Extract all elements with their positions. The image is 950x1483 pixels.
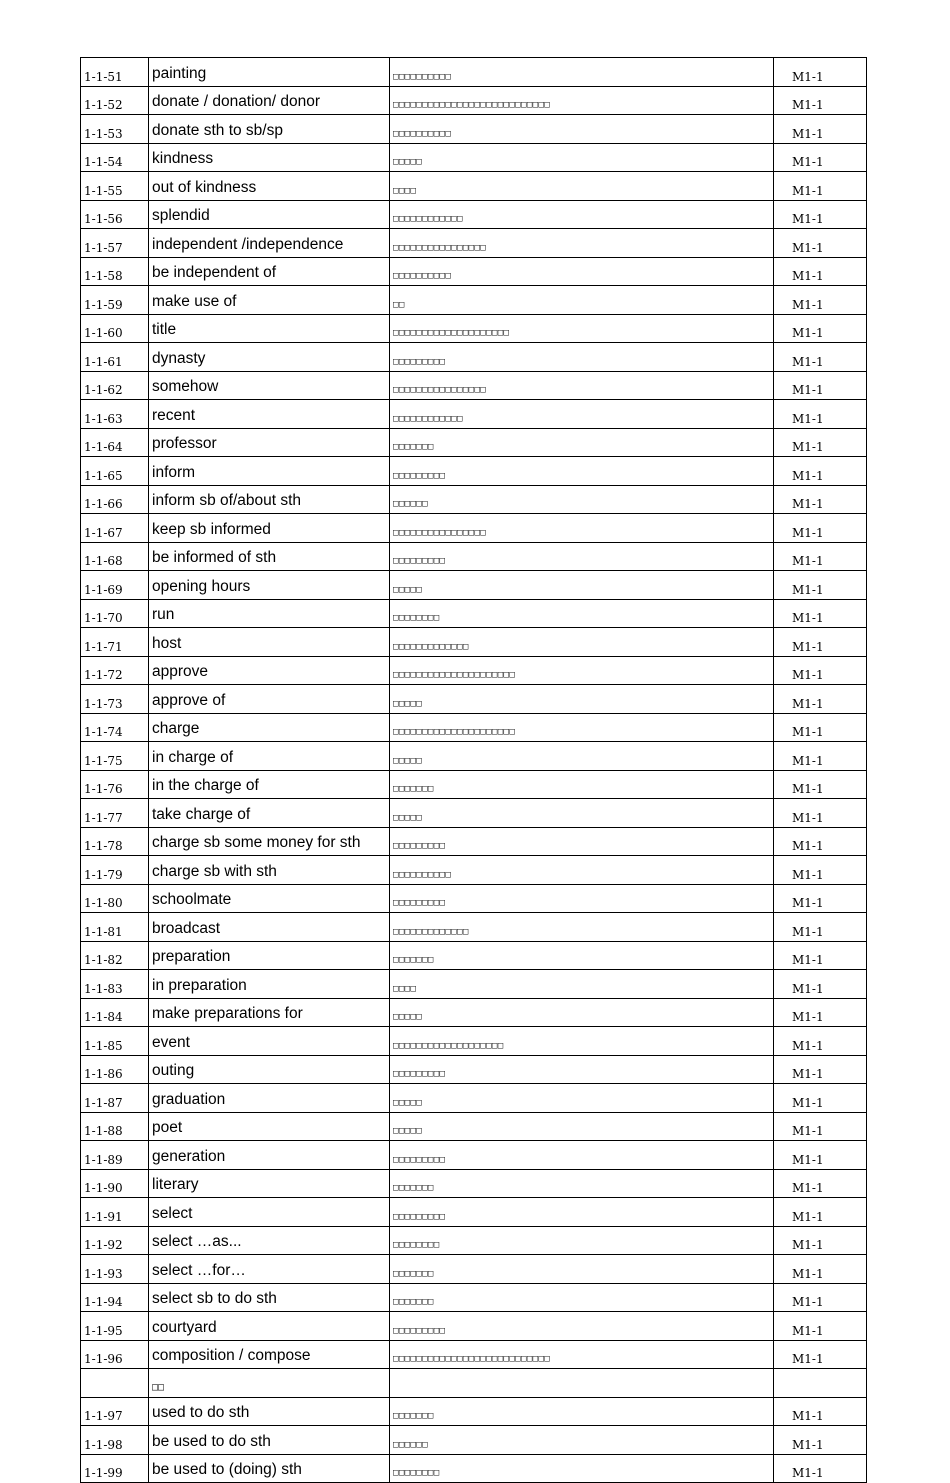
entry-meaning: □□□□□□□□ xyxy=(390,599,774,628)
vocabulary-table xyxy=(80,57,867,1483)
entry-id: 1-1-69 xyxy=(81,571,149,600)
entry-word: make preparations for xyxy=(149,998,390,1027)
entry-id: 1-1-51 xyxy=(81,58,149,87)
entry-word: title xyxy=(149,314,390,343)
entry-word: in preparation xyxy=(149,970,390,999)
entry-meaning: □□□□□□□□□□ xyxy=(390,856,774,885)
entry-id: 1-1-81 xyxy=(81,913,149,942)
entry-id: 1-1-92 xyxy=(81,1226,149,1255)
entry-word: inform xyxy=(149,457,390,486)
entry-id: 1-1-56 xyxy=(81,200,149,229)
table-row xyxy=(81,115,867,144)
entry-id: 1-1-62 xyxy=(81,371,149,400)
entry-id: 1-1-76 xyxy=(81,770,149,799)
table-row xyxy=(81,286,867,315)
entry-word: be informed of sth xyxy=(149,542,390,571)
entry-id: 1-1-96 xyxy=(81,1340,149,1369)
entry-unit: M1-1 xyxy=(774,827,867,856)
entry-id: 1-1-57 xyxy=(81,229,149,258)
entry-meaning: □□□□□□□□□□□□□□□□□□□ xyxy=(390,1027,774,1056)
entry-unit: M1-1 xyxy=(774,257,867,286)
table-row xyxy=(81,1226,867,1255)
entry-meaning: □□□□□ xyxy=(390,571,774,600)
table-row xyxy=(81,599,867,628)
entry-id: 1-1-68 xyxy=(81,542,149,571)
entry-word: charge sb with sth xyxy=(149,856,390,885)
entry-meaning: □□□□□□□ xyxy=(390,770,774,799)
table-row xyxy=(81,371,867,400)
entry-meaning: □□□□□□□□□□□□ xyxy=(390,200,774,229)
entry-unit: M1-1 xyxy=(774,1340,867,1369)
table-row xyxy=(81,1169,867,1198)
entry-id: 1-1-65 xyxy=(81,457,149,486)
entry-meaning: □□□□□□□ xyxy=(390,1255,774,1284)
entry-meaning: □□□□□□□□□ xyxy=(390,827,774,856)
entry-meaning: □□□□□ xyxy=(390,143,774,172)
entry-id: 1-1-91 xyxy=(81,1198,149,1227)
entry-id: 1-1-58 xyxy=(81,257,149,286)
table-row xyxy=(81,1084,867,1113)
entry-unit: M1-1 xyxy=(774,742,867,771)
table-row xyxy=(81,1141,867,1170)
entry-word: professor xyxy=(149,428,390,457)
entry-id: 1-1-52 xyxy=(81,86,149,115)
table-row xyxy=(81,457,867,486)
entry-word: be used to (doing) sth xyxy=(149,1454,390,1483)
entry-word: select …as... xyxy=(149,1226,390,1255)
entry-word: splendid xyxy=(149,200,390,229)
entry-unit: M1-1 xyxy=(774,1084,867,1113)
entry-word: donate sth to sb/sp xyxy=(149,115,390,144)
table-row xyxy=(81,770,867,799)
entry-meaning: □□□□□□□□ xyxy=(390,1226,774,1255)
entry-id: 1-1-59 xyxy=(81,286,149,315)
table-row xyxy=(81,1255,867,1284)
entry-word: charge sb some money for sth xyxy=(149,827,390,856)
entry-word: approve of xyxy=(149,685,390,714)
table-row xyxy=(81,571,867,600)
entry-word: select sb to do sth xyxy=(149,1283,390,1312)
entry-word: host xyxy=(149,628,390,657)
entry-meaning xyxy=(390,1369,774,1398)
entry-id: 1-1-99 xyxy=(81,1454,149,1483)
entry-id: 1-1-86 xyxy=(81,1055,149,1084)
entry-word: inform sb of/about sth xyxy=(149,485,390,514)
entry-unit xyxy=(774,1369,867,1398)
table-row xyxy=(81,172,867,201)
table-row xyxy=(81,1454,867,1483)
entry-unit: M1-1 xyxy=(774,1027,867,1056)
entry-word: literary xyxy=(149,1169,390,1198)
entry-unit: M1-1 xyxy=(774,86,867,115)
table-row xyxy=(81,713,867,742)
entry-id xyxy=(81,1369,149,1398)
entry-id: 1-1-74 xyxy=(81,713,149,742)
entry-id: 1-1-80 xyxy=(81,884,149,913)
table-row xyxy=(81,200,867,229)
entry-id: 1-1-84 xyxy=(81,998,149,1027)
entry-meaning: □□□□□□ xyxy=(390,485,774,514)
entry-id: 1-1-53 xyxy=(81,115,149,144)
entry-id: 1-1-72 xyxy=(81,656,149,685)
entry-meaning: □□□□ xyxy=(390,970,774,999)
entry-word: take charge of xyxy=(149,799,390,828)
table-row xyxy=(81,58,867,87)
entry-meaning: □□□□□□□□□□□□□ xyxy=(390,913,774,942)
entry-id: 1-1-82 xyxy=(81,941,149,970)
table-row xyxy=(81,343,867,372)
table-row xyxy=(81,485,867,514)
entry-word: opening hours xyxy=(149,571,390,600)
entry-unit: M1-1 xyxy=(774,856,867,885)
table-row xyxy=(81,628,867,657)
table-row xyxy=(81,884,867,913)
entry-unit: M1-1 xyxy=(774,1283,867,1312)
entry-meaning: □□□□□□□□□□ xyxy=(390,115,774,144)
entry-word: painting xyxy=(149,58,390,87)
entry-id: 1-1-98 xyxy=(81,1426,149,1455)
entry-unit: M1-1 xyxy=(774,1198,867,1227)
entry-word: make use of xyxy=(149,286,390,315)
entry-meaning: □□□□□□□ xyxy=(390,1169,774,1198)
table-row xyxy=(81,1312,867,1341)
entry-unit: M1-1 xyxy=(774,713,867,742)
entry-unit: M1-1 xyxy=(774,1312,867,1341)
entry-word: somehow xyxy=(149,371,390,400)
entry-id: 1-1-95 xyxy=(81,1312,149,1341)
entry-word: poet xyxy=(149,1112,390,1141)
table-row xyxy=(81,656,867,685)
entry-meaning: □□□□□□□□□ xyxy=(390,1312,774,1341)
entry-id: 1-1-54 xyxy=(81,143,149,172)
entry-unit: M1-1 xyxy=(774,400,867,429)
entry-unit: M1-1 xyxy=(774,58,867,87)
entry-unit: M1-1 xyxy=(774,542,867,571)
entry-unit: M1-1 xyxy=(774,1454,867,1483)
entry-id: 1-1-61 xyxy=(81,343,149,372)
entry-unit: M1-1 xyxy=(774,229,867,258)
entry-id: 1-1-83 xyxy=(81,970,149,999)
entry-word: donate / donation/ donor xyxy=(149,86,390,115)
entry-meaning: □□ xyxy=(390,286,774,315)
entry-unit: M1-1 xyxy=(774,314,867,343)
entry-meaning: □□□□□□□□□□□□□□□□□□□□□□□□□□□ xyxy=(390,1340,774,1369)
entry-id: 1-1-66 xyxy=(81,485,149,514)
table-row xyxy=(81,1055,867,1084)
table-row xyxy=(81,1283,867,1312)
entry-meaning: □□□□□□□□□□□□□□□□□□□□□ xyxy=(390,656,774,685)
table-row xyxy=(81,742,867,771)
entry-meaning: □□□□□□□□□□□□□□□□ xyxy=(390,229,774,258)
entry-id: 1-1-85 xyxy=(81,1027,149,1056)
entry-word: recent xyxy=(149,400,390,429)
entry-id: 1-1-88 xyxy=(81,1112,149,1141)
entry-meaning: □□□□□□□□□□□□ xyxy=(390,400,774,429)
entry-unit: M1-1 xyxy=(774,371,867,400)
entry-unit: M1-1 xyxy=(774,998,867,1027)
entry-word: in charge of xyxy=(149,742,390,771)
entry-unit: M1-1 xyxy=(774,884,867,913)
entry-meaning: □□□□□□□□□□ xyxy=(390,58,774,87)
entry-unit: M1-1 xyxy=(774,913,867,942)
entry-unit: M1-1 xyxy=(774,1169,867,1198)
entry-unit: M1-1 xyxy=(774,970,867,999)
table-row xyxy=(81,229,867,258)
entry-meaning: □□□□□□□□□□□□□□□□□□□□□ xyxy=(390,713,774,742)
entry-id: 1-1-71 xyxy=(81,628,149,657)
table-row xyxy=(81,913,867,942)
entry-unit: M1-1 xyxy=(774,628,867,657)
table-row xyxy=(81,1112,867,1141)
table-row xyxy=(81,428,867,457)
entry-word: broadcast xyxy=(149,913,390,942)
entry-word: dynasty xyxy=(149,343,390,372)
entry-word: select xyxy=(149,1198,390,1227)
entry-unit: M1-1 xyxy=(774,799,867,828)
entry-meaning: □□□□□□□□□□□□□□□□□□□□□□□□□□□ xyxy=(390,86,774,115)
table-row xyxy=(81,1426,867,1455)
entry-word: be used to do sth xyxy=(149,1426,390,1455)
entry-meaning: □□□□□□□□□ xyxy=(390,1198,774,1227)
entry-meaning: □□□□□□□ xyxy=(390,1397,774,1426)
entry-id: 1-1-63 xyxy=(81,400,149,429)
entry-meaning: □□□□□ xyxy=(390,799,774,828)
table-row xyxy=(81,514,867,543)
entry-word: outing xyxy=(149,1055,390,1084)
section-header-row xyxy=(81,1369,867,1398)
entry-id: 1-1-55 xyxy=(81,172,149,201)
entry-unit: M1-1 xyxy=(774,1055,867,1084)
entry-id: 1-1-89 xyxy=(81,1141,149,1170)
vocabulary-table-body xyxy=(81,58,867,1483)
entry-unit: M1-1 xyxy=(774,200,867,229)
entry-id: 1-1-97 xyxy=(81,1397,149,1426)
entry-unit: M1-1 xyxy=(774,457,867,486)
table-row xyxy=(81,799,867,828)
table-row xyxy=(81,685,867,714)
entry-word: in the charge of xyxy=(149,770,390,799)
entry-meaning: □□□□□□□□□□ xyxy=(390,257,774,286)
entry-unit: M1-1 xyxy=(774,770,867,799)
entry-unit: M1-1 xyxy=(774,343,867,372)
entry-unit: M1-1 xyxy=(774,485,867,514)
entry-meaning: □□□□□ xyxy=(390,998,774,1027)
table-row xyxy=(81,1340,867,1369)
table-row xyxy=(81,998,867,1027)
entry-id: 1-1-70 xyxy=(81,599,149,628)
entry-id: 1-1-67 xyxy=(81,514,149,543)
entry-word: run xyxy=(149,599,390,628)
entry-word: event xyxy=(149,1027,390,1056)
entry-word: graduation xyxy=(149,1084,390,1113)
entry-word: charge xyxy=(149,713,390,742)
entry-meaning: □□□□ xyxy=(390,172,774,201)
entry-word: independent /independence xyxy=(149,229,390,258)
entry-word: out of kindness xyxy=(149,172,390,201)
entry-id: 1-1-60 xyxy=(81,314,149,343)
table-row xyxy=(81,827,867,856)
entry-id: 1-1-94 xyxy=(81,1283,149,1312)
entry-meaning: □□□□□□□□□ xyxy=(390,1141,774,1170)
entry-meaning: □□□□□□□□ xyxy=(390,1454,774,1483)
entry-unit: M1-1 xyxy=(774,143,867,172)
entry-word: schoolmate xyxy=(149,884,390,913)
entry-meaning: □□□□□□ xyxy=(390,1426,774,1455)
table-row xyxy=(81,314,867,343)
entry-meaning: □□□□□□□□□ xyxy=(390,457,774,486)
entry-id: 1-1-79 xyxy=(81,856,149,885)
entry-meaning: □□□□□ xyxy=(390,742,774,771)
table-row xyxy=(81,86,867,115)
entry-meaning: □□□□□□□□□□□□□□□□ xyxy=(390,371,774,400)
entry-meaning: □□□□□□□ xyxy=(390,941,774,970)
table-row xyxy=(81,143,867,172)
entry-unit: M1-1 xyxy=(774,941,867,970)
entry-id: 1-1-93 xyxy=(81,1255,149,1284)
entry-id: 1-1-64 xyxy=(81,428,149,457)
table-row xyxy=(81,1198,867,1227)
entry-unit: M1-1 xyxy=(774,428,867,457)
entry-id: 1-1-73 xyxy=(81,685,149,714)
entry-meaning: □□□□□□□ xyxy=(390,1283,774,1312)
entry-unit: M1-1 xyxy=(774,172,867,201)
entry-word: be independent of xyxy=(149,257,390,286)
entry-meaning: □□□□□□□□□ xyxy=(390,1055,774,1084)
entry-unit: M1-1 xyxy=(774,685,867,714)
entry-unit: M1-1 xyxy=(774,1397,867,1426)
entry-unit: M1-1 xyxy=(774,1426,867,1455)
entry-word: keep sb informed xyxy=(149,514,390,543)
entry-unit: M1-1 xyxy=(774,1226,867,1255)
table-row xyxy=(81,1397,867,1426)
entry-unit: M1-1 xyxy=(774,115,867,144)
entry-word: generation xyxy=(149,1141,390,1170)
table-row xyxy=(81,970,867,999)
entry-meaning: □□□□□ xyxy=(390,685,774,714)
entry-id: 1-1-87 xyxy=(81,1084,149,1113)
entry-word: courtyard xyxy=(149,1312,390,1341)
entry-unit: M1-1 xyxy=(774,656,867,685)
entry-word: composition / compose xyxy=(149,1340,390,1369)
section-note: □□ xyxy=(149,1369,390,1398)
entry-meaning: □□□□□□□ xyxy=(390,428,774,457)
entry-word: preparation xyxy=(149,941,390,970)
entry-unit: M1-1 xyxy=(774,1141,867,1170)
entry-meaning: □□□□□□□□□□□□□□□□□□□□ xyxy=(390,314,774,343)
table-row xyxy=(81,400,867,429)
entry-meaning: □□□□□□□□□□□□□□□□ xyxy=(390,514,774,543)
entry-meaning: □□□□□ xyxy=(390,1084,774,1113)
entry-id: 1-1-77 xyxy=(81,799,149,828)
entry-word: approve xyxy=(149,656,390,685)
entry-unit: M1-1 xyxy=(774,1255,867,1284)
table-row xyxy=(81,1027,867,1056)
entry-word: select …for… xyxy=(149,1255,390,1284)
entry-meaning: □□□□□ xyxy=(390,1112,774,1141)
entry-unit: M1-1 xyxy=(774,571,867,600)
table-row xyxy=(81,257,867,286)
entry-id: 1-1-75 xyxy=(81,742,149,771)
entry-unit: M1-1 xyxy=(774,286,867,315)
entry-meaning: □□□□□□□□□ xyxy=(390,542,774,571)
table-row xyxy=(81,856,867,885)
table-row xyxy=(81,941,867,970)
entry-word: used to do sth xyxy=(149,1397,390,1426)
entry-unit: M1-1 xyxy=(774,599,867,628)
entry-id: 1-1-78 xyxy=(81,827,149,856)
entry-unit: M1-1 xyxy=(774,514,867,543)
entry-meaning: □□□□□□□□□ xyxy=(390,343,774,372)
entry-id: 1-1-90 xyxy=(81,1169,149,1198)
entry-unit: M1-1 xyxy=(774,1112,867,1141)
entry-word: kindness xyxy=(149,143,390,172)
entry-meaning: □□□□□□□□□□□□□ xyxy=(390,628,774,657)
table-row xyxy=(81,542,867,571)
entry-meaning: □□□□□□□□□ xyxy=(390,884,774,913)
